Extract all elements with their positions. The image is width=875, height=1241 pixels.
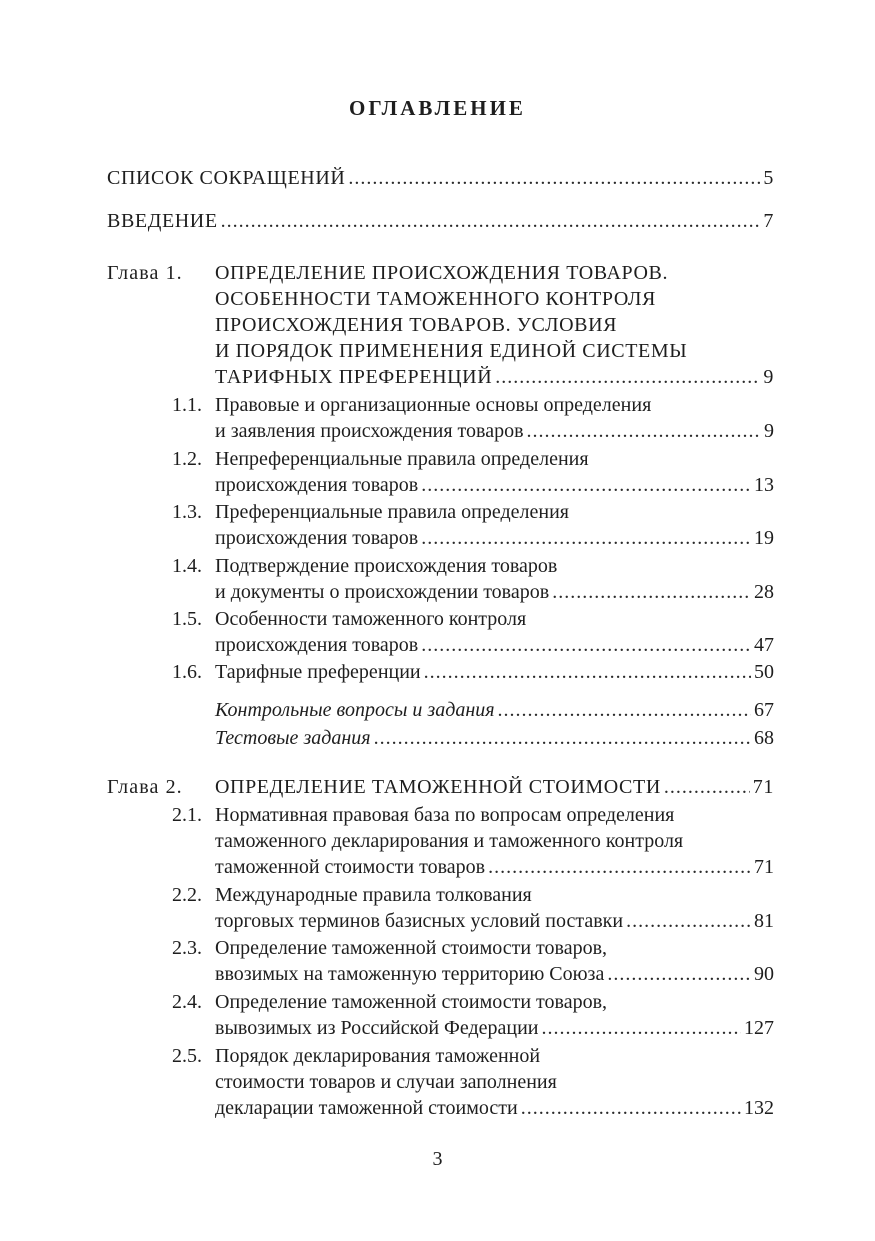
toc-entry-section-2-5[interactable] [215,1043,774,1121]
toc-entry-title-line: и заявления происхождения товаров [215,420,524,442]
toc-entry-title-line: таможенного декларирования и таможенного контроля [215,830,684,852]
toc-entry-review-questions[interactable] [215,697,774,723]
section-1-3-label: 1.3. [172,501,202,523]
page-number: 3 [432,1148,443,1170]
toc-entry-introduction[interactable] [107,208,774,234]
leader-dots [424,659,751,685]
toc-entry-title-line: ПРОИСХОЖДЕНИЯ ТОВАРОВ. УСЛОВИЯ [215,314,618,336]
leader-dots [521,1095,741,1121]
leader-dots [498,697,751,723]
leader-dots [542,1015,741,1041]
toc-entry-title-line: И ПОРЯДОК ПРИМЕНЕНИЯ ЕДИНОЙ СИСТЕМЫ [215,340,688,362]
section-2-5-label: 2.5. [172,1045,202,1067]
toc-page-number: 5 [763,167,774,189]
toc-entry-title-line: таможенной стоимости товаров [215,856,486,878]
leader-dots [421,472,751,498]
toc-entry-title-line: происхождения товаров [215,527,419,549]
section-1-2-label: 1.2. [172,448,202,470]
toc-entry-section-2-4[interactable] [215,989,774,1041]
leader-dots [348,165,760,191]
section-2-4-label: 2.4. [172,991,202,1013]
section-2-3-label: 2.3. [172,937,202,959]
toc-entry-title-line: Преференциальные правила определения [215,501,569,523]
toc-page-number: 7 [763,210,774,232]
toc-entry-title: СПИСОК СОКРАЩЕНИЙ [107,167,346,189]
toc-entry-section-1-2[interactable] [215,446,774,498]
leader-dots [495,364,760,390]
toc-entry-title-line: Контрольные вопросы и задания [215,699,495,721]
chapter-1-label: Глава 1. [107,262,183,284]
toc-entry-tests[interactable] [215,725,774,751]
toc-entry-title-line: Особенности таможенного контроля [215,608,527,630]
leader-dots [664,774,750,800]
toc-entry-title-line: происхождения товаров [215,634,419,656]
section-1-4-label: 1.4. [172,555,202,577]
section-1-6-label: 1.6. [172,661,202,683]
toc-entry-title-line: Тарифные преференции [215,661,421,683]
toc-entry-title-line: происхождения товаров [215,474,419,496]
leader-dots [421,632,751,658]
toc-page-number: 50 [754,661,774,683]
toc-entry-title-line: Определение таможенной стоимости товаров, [215,991,608,1013]
toc-entry-title-line: ОСОБЕННОСТИ ТАМОЖЕННОГО КОНТРОЛЯ [215,288,656,310]
toc-entry-title-line: Нормативная правовая база по вопросам определения [215,804,675,826]
toc-entry-title-line: Правовые и организационные основы определения [215,394,652,416]
toc-page-number: 81 [754,910,774,932]
toc-page-number: 71 [754,856,774,878]
toc-entry-title-line: торговых терминов базисных условий поставки [215,910,624,932]
toc-entry-title-line: декларации таможенной стоимости [215,1097,518,1119]
toc-page-number: 9 [764,420,774,442]
toc-page-number: 19 [754,527,774,549]
leader-dots [488,854,751,880]
toc-entry-title-line: ввозимых на таможенную территорию Союза [215,963,605,985]
toc-page-number: 132 [744,1097,774,1119]
toc-entry-abbreviations[interactable] [107,165,774,191]
toc-entry-section-2-3[interactable] [215,935,774,987]
toc-page-number: 9 [763,366,774,388]
leader-dots [626,908,751,934]
toc-entry-section-2-2[interactable] [215,882,774,934]
toc-page-number: 71 [752,776,774,798]
toc-entry-section-1-6[interactable] [215,659,774,685]
toc-entry-title-line: ОПРЕДЕЛЕНИЕ ТАМОЖЕННОЙ СТОИМОСТИ [215,776,661,798]
toc-entry-title-line: ТАРИФНЫХ ПРЕФЕРЕНЦИЙ [215,366,493,388]
section-1-1-label: 1.1. [172,394,202,416]
leader-dots [374,725,751,751]
chapter-2-label: Глава 2. [107,776,183,798]
leader-dots [607,961,751,987]
section-2-1-label: 2.1. [172,804,202,826]
toc-entry-title-line: Подтверждение происхождения товаров [215,555,558,577]
toc-entry-title-line: стоимости товаров и случаи заполнения [215,1071,557,1093]
toc-page-number: 47 [754,634,774,656]
toc-entry-title-line: Непреференциальные правила определения [215,448,589,470]
toc-entry-section-2-1[interactable] [215,802,774,880]
toc-page-number: 28 [754,581,774,603]
toc-page-number: 67 [754,699,774,721]
section-1-5-label: 1.5. [172,608,202,630]
toc-entry-section-1-4[interactable] [215,553,774,605]
toc-entry-chapter-1[interactable] [215,260,774,390]
leader-dots [552,579,751,605]
leader-dots [421,525,751,551]
toc-entry-title-line: и документы о происхождении товаров [215,581,550,603]
toc-entry-title-line: вывозимых из Российской Федерации [215,1017,539,1039]
toc-entry-title-line: Определение таможенной стоимости товаров, [215,937,608,959]
toc-entry-section-1-5[interactable] [215,606,774,658]
toc-entry-title: ВВЕДЕНИЕ [107,210,218,232]
toc-entry-title-line: Порядок декларирования таможенной [215,1045,541,1067]
toc-page-number: 68 [754,727,774,749]
toc-page-number: 127 [744,1017,774,1039]
toc-page-number: 90 [754,963,774,985]
toc-entry-section-1-1[interactable] [215,392,774,444]
section-2-2-label: 2.2. [172,884,202,906]
toc-page-number: 13 [754,474,774,496]
leader-dots [527,418,761,444]
toc-entry-title-line: Тестовые задания [215,727,371,749]
leader-dots [221,208,761,234]
toc-entry-title-line: Международные правила толкования [215,884,532,906]
toc-entry-chapter-2[interactable] [215,774,774,800]
page-title: ОГЛАВЛЕНИЕ [349,96,526,120]
toc-entry-title-line: ОПРЕДЕЛЕНИЕ ПРОИСХОЖДЕНИЯ ТОВАРОВ. [215,262,669,284]
toc-entry-section-1-3[interactable] [215,499,774,551]
